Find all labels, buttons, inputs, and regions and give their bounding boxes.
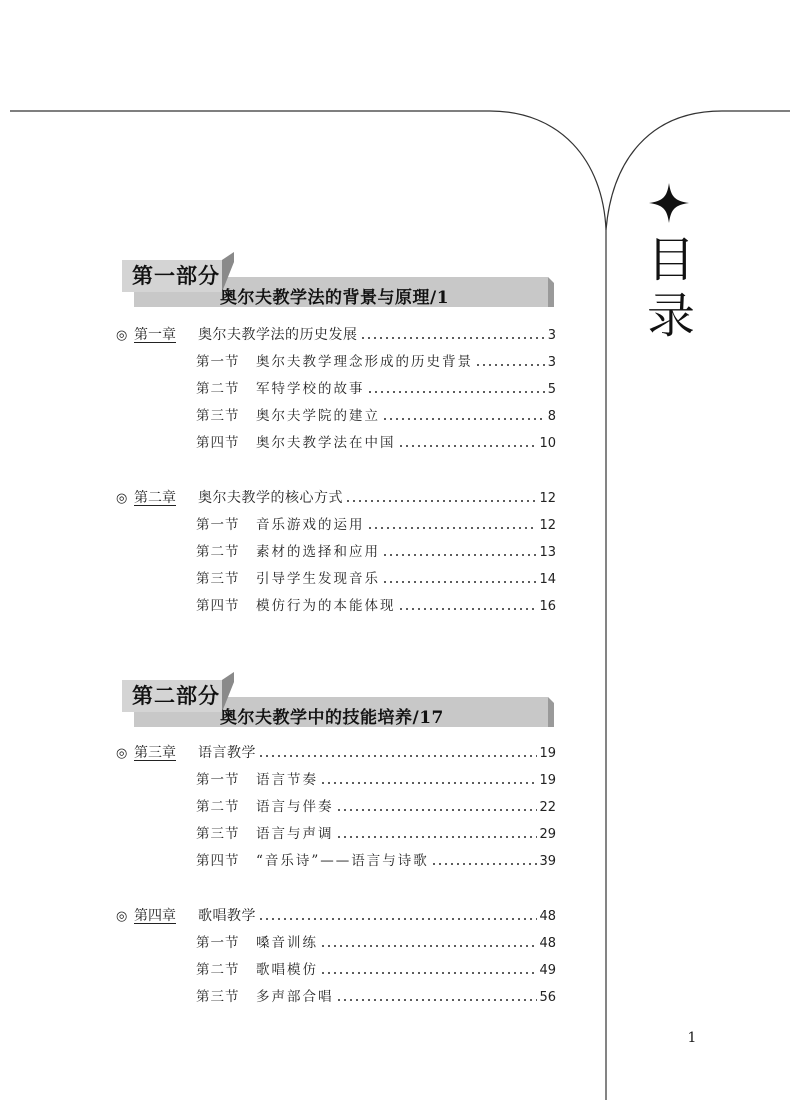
section-title: 模仿行为的本能体现 [256,598,396,614]
toc-heading-char: 目 [646,232,695,288]
part-label: 第一部分 [132,263,220,288]
toc-section-entry[interactable] [196,569,556,589]
section-title: “音乐诗”——语言与诗歌 [256,853,429,869]
section-title: 音乐游戏的运用 [256,517,365,533]
dot-leader [367,391,546,393]
section-number: 第一节 [196,772,240,788]
section-number: 第一节 [196,354,240,370]
page-number: 39 [539,854,556,869]
dot-leader [336,809,538,811]
section-number: 第四节 [196,598,240,614]
page-number: 22 [539,800,556,815]
page-number: 14 [539,572,556,587]
toc-section-entry[interactable] [196,824,556,844]
page-number: 48 [539,909,556,924]
section-number: 第二节 [196,544,240,560]
chapter-number: 第四章 [134,908,176,924]
dot-leader [398,608,538,610]
dot-leader [258,918,537,920]
dot-leader [475,364,546,366]
dot-leader [336,999,538,1001]
section-number: 第二节 [196,381,240,397]
dot-leader [398,445,538,447]
dot-leader [367,527,538,529]
part-banner [122,670,554,732]
section-number: 第四节 [196,435,240,451]
page-number: 5 [547,382,556,397]
dot-leader [336,836,538,838]
part-banner [122,250,554,312]
page-number: 48 [539,936,556,951]
dot-leader [320,945,537,947]
section-number: 第三节 [196,989,240,1005]
dot-leader [382,418,546,420]
chapter-number: 第二章 [134,490,176,506]
page-number: 49 [539,963,556,978]
chapter-title: 奥尔夫教学的核心方式 [198,490,343,506]
page-number: 3 [547,328,556,343]
section-number: 第三节 [196,408,240,424]
section-title: 素材的选择和应用 [256,544,380,560]
toc-chapter-entry[interactable] [116,325,556,345]
section-title: 多声部合唱 [256,989,334,1005]
toc-chapter-entry[interactable] [116,906,556,926]
section-title: 嗓音训练 [256,935,318,951]
folio-page-number: 1 [687,1030,697,1046]
toc-section-entry[interactable] [196,933,556,953]
toc-section-entry[interactable] [196,515,556,535]
section-title: 语言节奏 [256,772,318,788]
chapter-title: 奥尔夫教学法的历史发展 [198,327,358,343]
toc-section-entry[interactable] [196,379,556,399]
toc-section-entry[interactable] [196,406,556,426]
chapter-bullet-icon: ◎ [116,746,128,761]
section-title: 歌唱模仿 [256,962,318,978]
section-title: 语言与伴奏 [256,799,334,815]
page-number: 10 [539,436,556,451]
dot-leader [360,337,546,339]
toc-section-entry[interactable] [196,542,556,562]
chapter-bullet-icon: ◎ [116,491,128,506]
page-number: 56 [539,990,556,1005]
section-number: 第一节 [196,517,240,533]
dot-leader [382,554,537,556]
dot-leader [431,863,538,865]
section-number: 第二节 [196,799,240,815]
section-title: 军特学校的故事 [256,381,365,397]
toc-section-entry[interactable] [196,770,556,790]
section-title: 语言与声调 [256,826,334,842]
toc-section-entry[interactable] [196,433,556,453]
toc-section-entry[interactable] [196,596,556,616]
page-number: 29 [539,827,556,842]
chapter-bullet-icon: ◎ [116,909,128,924]
section-title: 奥尔夫学院的建立 [256,408,380,424]
section-title: 引导学生发现音乐 [256,571,380,587]
page-number: 19 [539,773,556,788]
section-number: 第三节 [196,571,240,587]
toc-chapter-entry[interactable] [116,743,556,763]
four-point-star-icon [649,183,689,223]
chapter-number: 第一章 [134,327,176,343]
page-number: 19 [539,746,556,761]
page-number: 12 [539,491,556,506]
toc-heading-char: 录 [646,288,695,344]
toc-section-entry[interactable] [196,987,556,1007]
part-title[interactable]: 奥尔夫教学中的技能培养/17 [220,708,444,728]
page-number: 13 [539,545,556,560]
page-number: 16 [539,599,556,614]
page-number: 12 [539,518,556,533]
toc-heading [646,232,696,344]
toc-section-entry[interactable] [196,851,556,871]
section-number: 第二节 [196,962,240,978]
toc-section-entry[interactable] [196,797,556,817]
chapter-number: 第三章 [134,745,176,761]
toc-section-entry[interactable] [196,960,556,980]
dot-leader [258,755,537,757]
toc-chapter-entry[interactable] [116,488,556,508]
toc-section-entry[interactable] [196,352,556,372]
section-number: 第一节 [196,935,240,951]
chapter-title: 歌唱教学 [198,908,256,924]
page-number: 3 [547,355,556,370]
part-title[interactable]: 奥尔夫教学法的背景与原理/1 [220,288,450,308]
section-title: 奥尔夫教学理念形成的历史背景 [256,354,473,370]
dot-leader [320,972,537,974]
page-number: 8 [547,409,556,424]
dot-leader [320,782,537,784]
dot-leader [345,500,537,502]
section-number: 第三节 [196,826,240,842]
section-title: 奥尔夫教学法在中国 [256,435,396,451]
dot-leader [382,581,537,583]
chapter-bullet-icon: ◎ [116,328,128,343]
section-number: 第四节 [196,853,240,869]
chapter-title: 语言教学 [198,745,256,761]
part-label: 第二部分 [132,683,220,708]
